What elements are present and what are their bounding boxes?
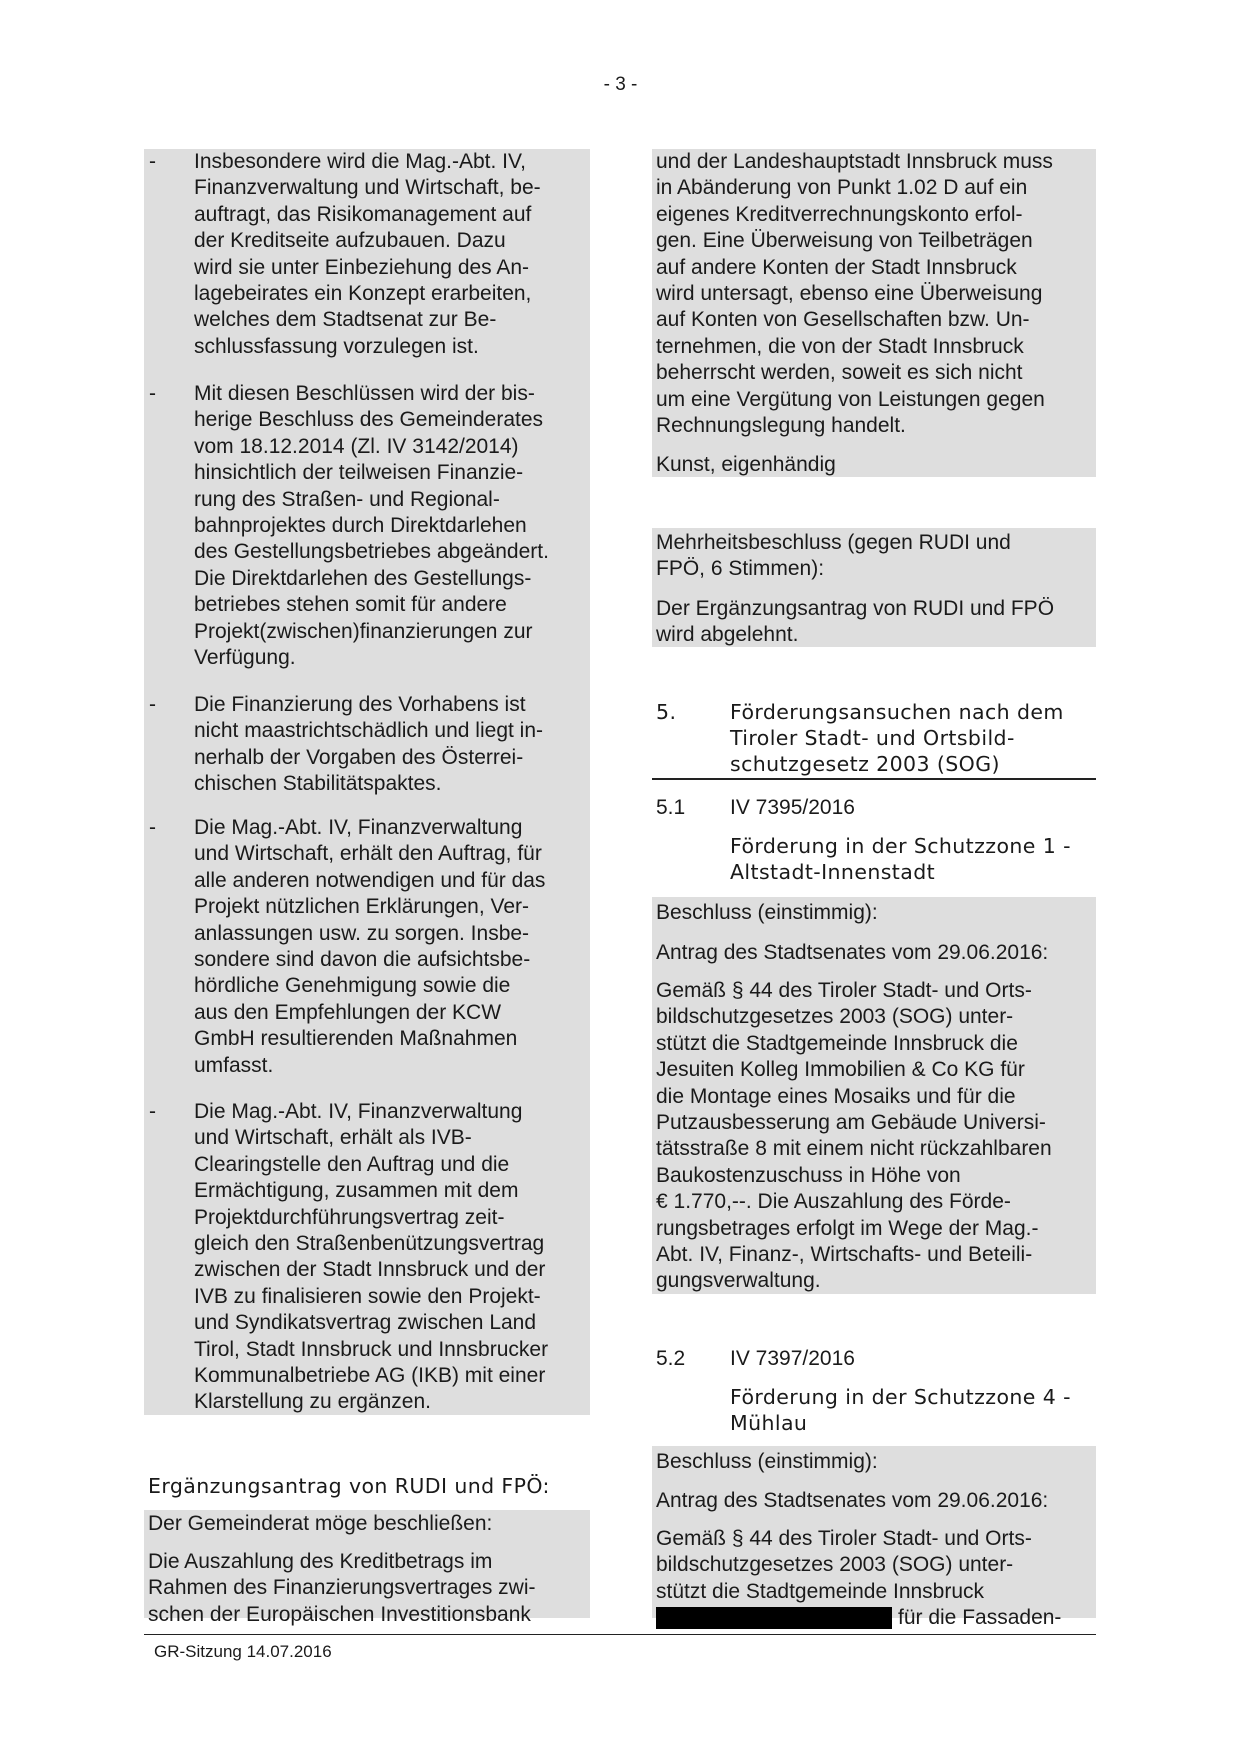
item-title-line: Mühlau <box>730 1411 808 1435</box>
text-line: rungsbetrages erfolgt im Wege der Mag.- <box>656 1216 1039 1240</box>
item-reference: IV 7397/2016 <box>730 1347 855 1370</box>
footer-meeting-date: GR-Sitzung 14.07.2016 <box>154 1642 332 1661</box>
item-5-1-resolution <box>652 900 1096 926</box>
text-line: Verfügung. <box>194 645 296 669</box>
text-line: Jesuiten Kolleg Immobilien & Co KG für <box>656 1058 1025 1082</box>
text-line: bildschutzgesetzes 2003 (SOG) unter- <box>656 1553 1014 1577</box>
text-line: auftragt, das Risikomanagement auf <box>194 202 532 226</box>
text-line: und der Landeshauptstadt Innsbruck muss <box>656 150 1053 173</box>
text-line: Antrag des Stadtsenates vom 29.06.2016: <box>656 941 1049 964</box>
text-line: Die Mag.-Abt. IV, Finanzverwaltung <box>194 1100 523 1123</box>
text-line: bahnprojektes durch Direktdarlehen <box>194 513 527 537</box>
item-number: 5.1 <box>656 796 686 819</box>
text-line: der Kreditseite aufzubauen. Dazu <box>194 229 506 253</box>
text-line: die Montage eines Mosaiks und für die <box>656 1084 1016 1108</box>
text-line: und Wirtschaft, erhält den Auftrag, für <box>194 842 542 866</box>
section-title-line: Förderungsansuchen nach dem <box>730 700 1064 724</box>
text-line: umfasst. <box>194 1053 274 1077</box>
text-line: schen der Europäischen Investitionsbank <box>148 1602 531 1626</box>
text-line: wird abgelehnt. <box>656 623 799 647</box>
text-line: chischen Stabilitätspaktes. <box>194 772 442 796</box>
text-line: FPÖ, 6 Stimmen): <box>656 557 825 581</box>
text-line: beherrscht werden, soweit es sich nicht <box>656 361 1023 385</box>
text-line: eigenes Kreditverrechnungskonto erfol- <box>656 202 1023 226</box>
item-title-line: Förderung in der Schutzzone 1 - <box>730 834 1071 858</box>
text-line: zwischen der Stadt Innsbruck und der <box>194 1258 546 1282</box>
item-title-line: Förderung in der Schutzzone 4 - <box>730 1385 1071 1409</box>
text-line: Putzausbesserung am Gebäude Universi- <box>656 1110 1046 1134</box>
text-line: für die Fassaden- <box>898 1606 1062 1630</box>
item-5-2-resolution <box>652 1449 1096 1475</box>
text-line: ternehmen, die von der Stadt Innsbruck <box>656 334 1024 358</box>
text-line: alle anderen notwendigen und für das <box>194 868 546 892</box>
item-number: 5.2 <box>656 1347 686 1370</box>
text-line: auf andere Konten der Stadt Innsbruck <box>656 255 1017 279</box>
section-number: 5. <box>656 700 677 724</box>
text-line: Der Gemeinderat möge beschließen: <box>148 1512 493 1535</box>
text-line: rung des Straßen- und Regional- <box>194 487 500 511</box>
text-line: IVB zu finalisieren sowie den Projekt- <box>194 1284 541 1308</box>
text-line: Projekt nützlichen Erklärungen, Ver- <box>194 895 530 919</box>
footer-divider <box>144 1634 1096 1635</box>
bullet-marker: - <box>149 382 156 405</box>
item-5-2-motion <box>652 1488 1096 1514</box>
text-line: Die Finanzierung des Vorhabens ist <box>194 693 526 716</box>
text-line: bildschutzgesetzes 2003 (SOG) unter- <box>656 1005 1014 1029</box>
text-line: Abt. IV, Finanz-, Wirtschafts- und Beteili- <box>656 1242 1033 1266</box>
section-title-line: Tiroler Stadt- und Ortsbild- <box>730 726 1015 750</box>
text-line: um eine Vergütung von Leistungen gegen <box>656 387 1045 411</box>
text-line: auf Konten von Gesellschaften bzw. Un- <box>656 308 1030 332</box>
text-line: stützt die Stadtgemeinde Innsbruck <box>656 1579 985 1603</box>
text-line: und Syndikatsvertrag zwischen Land <box>194 1311 537 1335</box>
bullet-marker: - <box>149 816 156 839</box>
text-line: Mit diesen Beschlüssen wird der bis- <box>194 382 535 405</box>
text-line: wird untersagt, ebenso eine Überweisung <box>656 281 1043 305</box>
text-line: Mehrheitsbeschluss (gegen RUDI und <box>656 531 1011 554</box>
bullet-item-declarations <box>144 815 590 1079</box>
amendment-heading: Ergänzungsantrag von RUDI und FPÖ: <box>148 1474 550 1498</box>
rejection-text <box>652 596 1096 649</box>
bullet-item-risk-management <box>144 149 590 360</box>
item-reference: IV 7395/2016 <box>730 796 855 819</box>
item-title-line: Altstadt-Innenstadt <box>730 860 936 884</box>
text-line: Antrag des Stadtsenates vom 29.06.2016: <box>656 1489 1049 1512</box>
text-line: Clearingstelle den Auftrag und die <box>194 1152 510 1176</box>
text-line: lagebeirates ein Konzept erarbeiten, <box>194 281 532 305</box>
bullet-marker: - <box>149 693 156 716</box>
bullet-item-maastricht <box>144 692 590 798</box>
text-line: gungsverwaltung. <box>656 1269 821 1293</box>
text-line: Kommunalbetriebe AG (IKB) mit einer <box>194 1363 546 1387</box>
text-line: Kunst, eigenhändig <box>656 453 836 476</box>
signature-note <box>652 452 1096 478</box>
bullet-item-decision-change <box>144 381 590 671</box>
text-line: Projektdurchführungsvertrag zeit- <box>194 1205 505 1229</box>
text-line: welches dem Stadtsenat zur Be- <box>194 308 497 332</box>
text-line: Ermächtigung, zusammen mit dem <box>194 1179 519 1203</box>
redaction-bar <box>656 1607 892 1629</box>
amendment-continuation <box>652 149 1096 439</box>
text-line: nicht maastrichtschädlich und liegt in- <box>194 719 544 743</box>
text-line: Baukostenzuschuss in Höhe von <box>656 1163 961 1187</box>
text-line: schlussfassung vorzulegen ist. <box>194 334 479 358</box>
text-line: Finanzverwaltung und Wirtschaft, be- <box>194 176 541 200</box>
text-line: Gemäß § 44 des Tiroler Stadt- und Orts- <box>656 979 1032 1002</box>
page-number: - 3 - <box>603 74 638 95</box>
text-line: Rahmen des Finanzierungsvertrages zwi- <box>148 1576 536 1600</box>
text-line: herige Beschluss des Gemeinderates <box>194 408 544 432</box>
text-line: tätsstraße 8 mit einem nicht rückzahlbaren <box>656 1137 1052 1161</box>
text-line: anlassungen usw. zu sorgen. Insbe- <box>194 921 530 945</box>
text-line: Gemäß § 44 des Tiroler Stadt- und Orts- <box>656 1527 1032 1550</box>
text-line: in Abänderung von Punkt 1.02 D auf ein <box>656 176 1028 200</box>
text-line: hinsichtlich der teilweisen Finanzie- <box>194 461 524 485</box>
bullet-item-clearing-office <box>144 1099 590 1416</box>
amendment-text <box>144 1549 590 1628</box>
text-line: Tirol, Stadt Innsbruck und Innsbrucker <box>194 1337 549 1361</box>
item-5-1-body <box>652 978 1096 1295</box>
text-line: GmbH resultierenden Maßnahmen <box>194 1027 518 1051</box>
text-line: gen. Eine Überweisung von Teilbeträgen <box>656 229 1033 253</box>
text-line: wird sie unter Einbeziehung des An- <box>194 255 530 279</box>
text-line: vom 18.12.2014 (Zl. IV 3142/2014) <box>194 434 519 458</box>
text-line: hördliche Genehmigung sowie die <box>194 974 511 998</box>
amendment-intro <box>144 1511 590 1537</box>
text-line: Die Direktdarlehen des Gestellungs- <box>194 566 532 590</box>
section-title-line: schutzgesetz 2003 (SOG) <box>730 752 1000 776</box>
text-line: Beschluss (einstimmig): <box>656 1450 878 1473</box>
text-line: Die Auszahlung des Kreditbetrags im <box>148 1550 493 1573</box>
text-line: Beschluss (einstimmig): <box>656 901 878 924</box>
text-line: Projekt(zwischen)finanzierungen zur <box>194 619 533 643</box>
text-line: sondere sind davon die aufsichtsbe- <box>194 947 531 971</box>
text-line: Die Mag.-Abt. IV, Finanzverwaltung <box>194 816 523 839</box>
text-line: Rechnungslegung handelt. <box>656 413 906 437</box>
text-line: des Gestellungsbetriebes abgeändert. <box>194 540 549 564</box>
text-line: aus den Empfehlungen der KCW <box>194 1000 502 1024</box>
item-5-1-motion <box>652 940 1096 966</box>
text-line: betriebes stehen somit für andere <box>194 593 507 617</box>
text-line: € 1.770,--. Die Auszahlung des Förde- <box>656 1190 1011 1214</box>
text-line: Klarstellung zu ergänzen. <box>194 1390 431 1414</box>
text-line: Insbesondere wird die Mag.-Abt. IV, <box>194 150 526 173</box>
text-line: und Wirtschaft, erhält als IVB- <box>194 1126 472 1150</box>
text-line: stützt die Stadtgemeinde Innsbruck die <box>656 1031 1018 1055</box>
section-divider <box>652 778 1096 780</box>
bullet-marker: - <box>149 1100 156 1123</box>
bullet-marker: - <box>149 150 156 173</box>
majority-decision <box>652 530 1096 583</box>
text-line: nerhalb der Vorgaben des Österrei- <box>194 745 524 769</box>
text-line: gleich den Straßenbenützungsvertrag <box>194 1231 545 1255</box>
text-line: Der Ergänzungsantrag von RUDI und FPÖ <box>656 597 1055 620</box>
item-5-2-body <box>652 1526 1096 1632</box>
